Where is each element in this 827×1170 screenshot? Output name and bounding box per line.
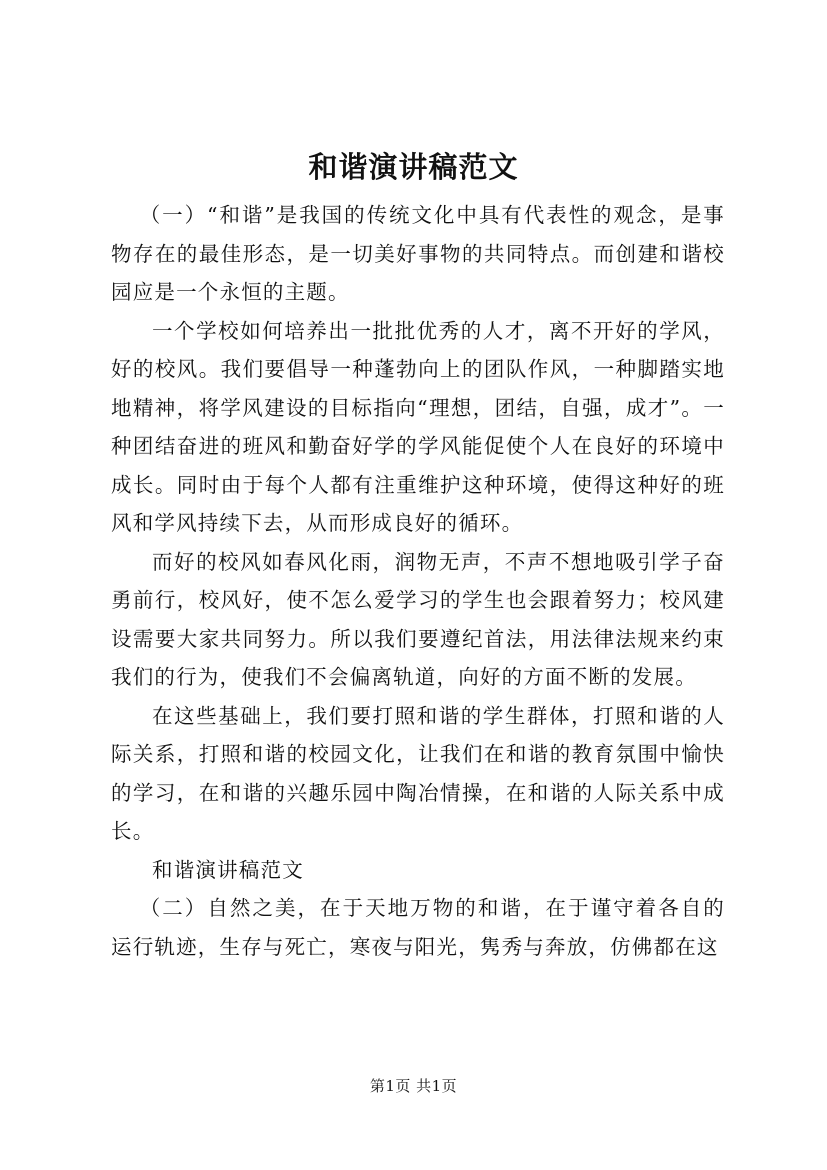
paragraph-3: 而好的校风如春风化雨，润物无声，不声不想地吸引学子奋勇前行，校风好，使不怎么爱学习的学生也会跟着努力；校风建设需要大家共同努力。所以我们要遵纪首法，用法律法规来约束我们的行为，使我们不会偏离轨道，向好的方面不断的发展。: [111, 549, 725, 689]
paragraph-4: 在这些基础上，我们要打照和谐的学生群体，打照和谐的人际关系，打照和谐的校园文化，让我们在和谐的教育氛围中愉快的学习，在和谐的兴趣乐园中陶冶情操，在和谐的人际关系中成长。: [111, 703, 725, 843]
paragraph-2: 一个学校如何培养出一批批优秀的人才，离不开好的学风，好的校风。我们要倡导一种蓬勃向上的团队作风，一种脚踏实地地精神，将学风建设的目标指向“理想，团结，自强，成才”。一种团结奋进的班风和勤奋好学的学风能促使个人在良好的环境中成长。同时由于每个人都有注重维护这种环境，使得这种好的班风和学风持续下去，从而形成良好的循环。: [111, 318, 725, 535]
paragraph-1: （一）“和谐”是我国的传统文化中具有代表性的观念，是事物存在的最佳形态，是一切美好事物的共同特点。而创建和谐校园应是一个永恒的主题。: [111, 203, 725, 304]
section-heading: 和谐演讲稿范文: [152, 857, 304, 882]
document-title: 和谐演讲稿范文: [308, 150, 519, 184]
page-footer: 第1页 共1页: [369, 1077, 458, 1095]
paragraph-5: （二）自然之美，在于天地万物的和谐，在于谨守着各自的运行轨迹，生存与死亡，寒夜与阳光，隽秀与奔放，仿佛都在这: [111, 896, 725, 959]
document-body: [111, 196, 725, 966]
